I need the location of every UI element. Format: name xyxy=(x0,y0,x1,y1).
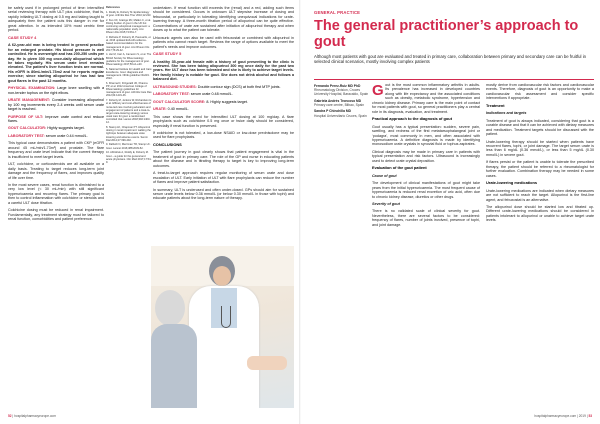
reference-item: 6. Khanna D, Fitzgerald JD, Khanna PP, et al. 2012 American College of Rheumatology guidelines for management of gout. Arthritis Care Res 2012;64:1431-46. xyxy=(106,81,152,98)
references-list xyxy=(106,6,152,166)
section-heading: Evaluation of the gout patient xyxy=(372,165,427,171)
article-column-2 xyxy=(486,83,594,226)
bullet-item: GOUT CALCULATOR SCORE: 8. Highly suggests target. xyxy=(153,99,248,104)
stethoscope-icon xyxy=(221,306,231,328)
left-column-3 xyxy=(153,6,294,244)
paragraph: Uricosuric agents can also be used with febuxostat or combined with allopurinol in patients who cannot reach target. Reviews the range of options available to meet the patient’s needs and improve outcomes. xyxy=(153,35,294,49)
paragraph: If colchicine is not tolerated, a low-dose NSAID or low-dose prednisolone may be used for flare prophylaxis. xyxy=(153,130,294,140)
bullet-item: PHYSICAL EXAMINATION: Large knee swelling with a non-tender tophus on the right elbow. xyxy=(8,86,104,95)
divider xyxy=(314,79,594,80)
hands xyxy=(247,356,287,370)
references-heading: References xyxy=(106,6,120,9)
author-affiliation: Hospital Universitario Cruces, Spain xyxy=(314,113,367,118)
paragraph: Urate-lowering therapy should be started when patients have recurrent flares, tophi, or joint damage. The target serum urate is less than 6 mg/dL (0.36 mmol/L), or less than 5 mg/dL (0.30 mmol/L) in severe gout. xyxy=(486,139,594,157)
bullet-item: PURPOSE OF ULT: Improve urate control and reduce flares. xyxy=(8,114,104,123)
case-study-5-heading: CASE STUDY 5 xyxy=(153,51,182,57)
bullet-item: ULTRASOUND STUDIES: Double contour sign (DCS) at both first MTP joints. xyxy=(153,84,281,89)
paragraph: In summary, ULT is underused and often under-dosed. GPs should aim for sustained serum urate levels below 0.36 mmol/L (or below 0.30 mmol/L in those with tophi) and educate patients about the long-term nature of therapy. xyxy=(153,187,294,201)
author-name: Fernando Perez-Ruiz MD PhD xyxy=(314,84,361,88)
article-title: The general practitioner’s approach to gout xyxy=(314,18,579,50)
reference-item: 10. Abhishek A, Roddy E, Doherty M. Gout – a guide for the general and acute physicians. Clin Med 2017;17:54-9. xyxy=(106,151,152,164)
reference-item: 8. Stamp LK, Chapman PT. Allopurinol dosing in renal impairment: walking the tightrope between adequate urate lowering and adverse events. Semin Dial 2014;27:399-402. xyxy=(106,126,151,142)
subheading: Indications and targets xyxy=(486,111,527,116)
paragraph: The development of clinical manifestations of gout might take years from the initial hyperuricaemia. The most frequent cause of hyperuricaemia is reduced renal excretion of uric acid, often due to chronic kidney disease, diuretics or other drugs. xyxy=(372,181,480,199)
right-page xyxy=(300,0,600,424)
left-column-1 xyxy=(8,6,104,225)
author-affiliation: Rheumatology Division, Cruces University Hospital, Baracaldo, Spain xyxy=(314,88,369,97)
paragraph: There is no validated scale of clinical severity for gout. Nevertheless, there are several factors to be considered: frequency of flares, number of joints involved, presence of tophi, and joint damage. xyxy=(372,209,480,227)
doctor-face xyxy=(213,266,231,286)
reference-item: 5. National Institute for Health and Care Excellence. Gout: diagnosis and management. NICE guideline NG219. 2022. xyxy=(106,67,152,81)
paragraph: If flares persist or the patient is unable to tolerate the prescribed therapy, the patient should be referred to a rheumatologist for further evaluation. Combination therapy may be needed in some cases. xyxy=(486,160,594,178)
case-study-5-text: A healthy 35-year-old female with a history of gout presenting to the clinic is reviewed. She has been taking allopurinol 300 mg once daily for the past two years. Her ULT dose has been tolerated and she is likely to achieve target levels. Her family history is notable for gout. She does not drink alcohol and follows a balanced diet. xyxy=(153,59,294,82)
paragraph: ULT, colchicine, or corticosteroids are all available on a daily basis. Treating to target reduces long-term joint damage and the frequency of flares, and improves quality of life over time. xyxy=(8,162,104,180)
paragraph: be safely used if in prolonged period of time: intensified serial reviewing therapy with ULT plus colchicine, that is, rapidly initiating ULT dosing at 0.5 mg and taking taught to adequately then the patient cuts this danger in me for great attention. In as intended 10% most centric time period. xyxy=(8,6,104,33)
paragraph: mostly derive from cardiovascular risk factors and cardiovascular events. Therefore, diagnosis of gout is an opportunity to make a cardiovascular risk assessment and consider specific interventions if appropriate. xyxy=(486,83,594,101)
doctor-patient-photo xyxy=(151,246,294,408)
reference-item: 4. Hui M, Carr A, Cameron S, et al. The British Society for Rheumatology guideline for the management of gout. Rheumatology 2017;56:e1-e20. xyxy=(106,53,152,66)
bullet-item: GOUT CALCULATOR: Highly suggests target. xyxy=(8,126,85,131)
reference-item: 2. Kuo CF, Grainge MJ, Mallen C, et al. Rising burden of gout in the UK but continuing suboptimal management: a nationwide population study. Ann Rheum Dis 2015;74:661-7. xyxy=(106,18,151,35)
paragraph: This case shows the need for intensified ULT dosing at 100 mg/day. A flare prophylaxis such as colchicine 0.5 mg once or twice daily should be considered, especially if renal function is preserved. xyxy=(153,114,294,128)
paragraph: Clinical diagnosis may be made in primary care in patients with typical presentation and risk factors. Ultrasound is increasingly used to detect urate crystal deposition. xyxy=(372,149,480,163)
conclusions-heading: CONCLUSIONS xyxy=(153,141,182,147)
paragraph: Colchicine dosing must be reduced in renal impairment. Fundamentally, any treatment strategy must be tailored to renal function, comorbidities and patient preference. xyxy=(8,208,104,222)
reference-item: 1. Roddy E, Doherty M. Epidemiology of gout. Arthritis Res Ther 2010;12:223. xyxy=(106,10,152,17)
reference-item: 9. Dalbeth N, Merriman TR, Stamp LK. Gout. Lancet 2016;388:2039-52. xyxy=(106,143,151,150)
reference-item: 7. Doherty M, Jenkins W, Richardson H, et al. Efficacy and cost-effectiveness of nurse-led care involving education and engagement of patients and a treat-to-target urate-lowering strategy versus usual care for gout: a randomised controlled trial. Lancet 2018;392:1403-12. xyxy=(106,99,152,125)
paragraph: This typical case demonstrates a patient with CKP (eGFR around 45 mL/min/1.73m²) and prostate. The flare frequency and urate level indicate that the current therapy is insufficient to meet target levels. xyxy=(8,141,104,159)
article-standfirst: Although most patients with gout are evaluated and treated in primary care, collaboration between primary and secondary care can be fruitful in selected clinical scenarios, mostly involving complex patients xyxy=(314,54,587,65)
article-column-1 xyxy=(372,83,480,230)
case-study-4-heading: CASE STUDY 4 xyxy=(8,34,37,40)
paragraph: Treatment of gout is always indicated, considering that gout is a curable disease and that it can be achieved with dietary measures and medication. Treatment targets should be discussed with the patient. xyxy=(486,118,594,137)
section-tag: GENERAL PRACTICE xyxy=(314,10,361,15)
patient-head xyxy=(155,290,185,326)
subheading: Cause of gout xyxy=(372,173,397,178)
drop-cap: G xyxy=(372,81,384,99)
patient-body xyxy=(151,324,197,408)
section-heading: Practical approach to the diagnosis of gout xyxy=(372,116,452,122)
paragraph: The patient journey in gout clearly shows that patient engagement is vital in the treatment of gout in primary care. The role of the GP and nurse in educating patients about the disease and in titrating therapy to target is key to improving long-term outcomes. xyxy=(153,150,294,168)
author-list xyxy=(314,83,369,120)
paragraph: undertaken. If renal function still exceeds the (renal) and a red, adding such items should be considered. Occurs in unknown ULT stepwise increase of dosing and febuxostat, or particularly in tolerating identifying unequivocal indications for urate-lowering therapy. A three-month titration period of allopurinol can be quite effective. Concentrations of urate are sustained after initiation of allopurinol therapy and when doses up to what the patient can tolerate. xyxy=(153,6,294,33)
paragraph: The allopurinol dose should be started low and titrated up. Different urate-lowering medications should be considered in patients intolerant to allopurinol or unable to achieve target urate levels. xyxy=(486,204,594,223)
paragraph: Gout usually has a typical presentation: sudden, severe pain, swelling, and redness of the first metatarsophalangeal joint or ‘podagra’, most commonly in men, and often associated with hyperuricaemia. A definitive diagnosis is made by identifying monosodium urate crystals in synovial fluid or tophus aspirates. xyxy=(372,124,480,147)
paragraph: A treat-to-target approach requires regular monitoring of serum urate and dose escalation of ULT. Early initiation of ULT with flare prophylaxis can reduce the number of flares and improve patient satisfaction. xyxy=(153,171,294,185)
author-name: Gabriela Andrés Troncoso MD xyxy=(314,98,362,103)
section-heading: Treatment xyxy=(486,102,505,108)
case-study-4-text: A 62-year-old man is being treated in general practice for an enlarged prostate. His blood pressure is well controlled. He is overweight and has 200-250 units per day. He is given 300 mg once-daily allopurinol which he takes regularly. His serum urate level remains elevated. The patient’s liver function tests are normal. His eGFR is 80mL/min/1.73m2 and he reports regular exercise; since starting allopurinol he has had two gout flares in the past 12 months. xyxy=(8,43,104,83)
section-heading: Urate-lowering medications xyxy=(486,180,538,186)
bullet-item: LABORATORY TEST: serum urate 0.48 mmol/L. xyxy=(153,92,233,97)
paragraph: Urate-lowering medications are indicated when dietary measures are not sufficient to reach the target. Allopurinol is the first-line agent, and febuxostat is an alternative. xyxy=(486,188,594,202)
author-affiliation: Primary care centre, Bilbao, Spain xyxy=(314,102,365,107)
author-name: Sandra P Chinchilla MD xyxy=(314,109,351,114)
intro-paragraph: Gout is the most common inflammatory arthritis in adults. Its prevalence has increased in developed countries along with life expectancy and the associated conditions such as obesity, metabolic syndrome, hypertension and chronic kidney disease. Primary care is the main point of contact for most patients with gout, so general practitioners play a central role in its diagnosis, evaluation, and treatment. xyxy=(372,81,480,114)
bullet-item: URATE MANAGEMENT: Consider increasing allopurinol by 100 mg increments every 2-4 weeks until serum urate target is reached. xyxy=(8,98,104,112)
paragraph: In the most severe cases, renal function is diminished to a very low level (< 30 mL/min) with still significant hyperuricaemia and recurring flares. The primary goal is then to control inflammation with colchicine or steroids and a careful ULT dose titration. xyxy=(8,182,104,205)
reference-item: 3. Richette P, Doherty M, Pascual E, et al. 2016 updated EULAR evidence-based recommendations for the management of gout. Ann Rheum Dis 2017;76:29-42. xyxy=(106,36,151,52)
bullet-item: URATE: 0.40 mmol/L. xyxy=(153,107,189,112)
left-footer: 52 | hospitalpharmacyeurope.com xyxy=(8,414,56,418)
bullet-item: LABORATORY TEST: serum urate 0.44 mmol/L. xyxy=(8,133,88,138)
subheading: Severity of gout xyxy=(372,201,400,206)
right-footer: hospitalpharmacyeurope.com | 2019 | 53 xyxy=(534,414,592,418)
